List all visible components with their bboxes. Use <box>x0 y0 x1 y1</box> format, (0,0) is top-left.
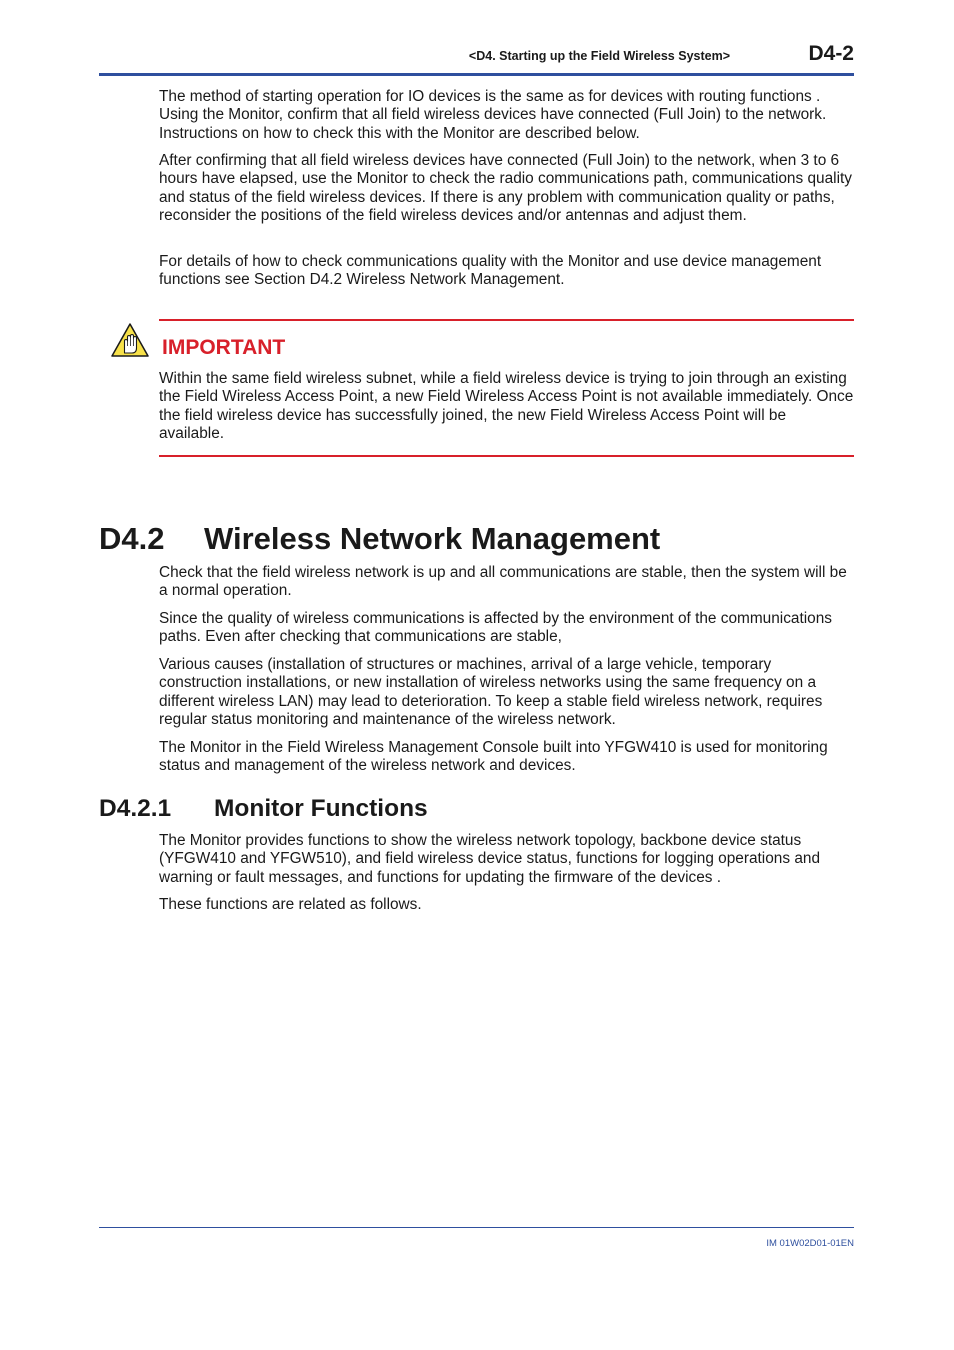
section-paragraph-1: Check that the field wireless network is up and all communications are stable, then the system will be a normal operation. <box>159 564 847 600</box>
section-heading <box>99 521 660 557</box>
section-title: Wireless Network Management <box>204 521 661 556</box>
important-bottom-rule <box>159 455 854 457</box>
section-paragraph-4: The Monitor in the Field Wireless Management Console built into YFGW410 is used for monitoring status and management of the wireless network and devices. <box>159 739 828 775</box>
subsection-heading <box>99 795 428 823</box>
warning-hand-icon <box>110 322 150 358</box>
intro-paragraph-2: After confirming that all field wireless devices have connected (Full Join) to the network, when 3 to 6 hours have elapsed, use the Monitor to check the radio communications path, communications quality and status of the field wireless devices. If there is any problem with communication quality or paths, reconsider the positions of the field wireless devices and/or antennas and adjust them. <box>159 152 852 225</box>
header-divider <box>99 73 854 76</box>
section-number: D4.2 <box>99 521 165 556</box>
important-text: Within the same field wireless subnet, while a field wireless device is trying to join through an existing the Field Wireless Access Point, a new Field Wireless Access Point is not available immediately. Once the field wireless device has successfully joined, the new Field Wireless Access Point will be available. <box>159 370 854 443</box>
important-top-rule <box>159 319 854 321</box>
footer-divider <box>99 1227 854 1228</box>
subsection-number: D4.2.1 <box>99 795 172 822</box>
running-header-chapter: <D4. Starting up the Field Wireless System> <box>468 49 730 63</box>
subsection-paragraph-2: These functions are related as follows. <box>159 896 422 913</box>
subsection-paragraph-1: The Monitor provides functions to show the wireless network topology, backbone device status (YFGW410 and YFGW510), and field wireless device status, functions for logging operations and warning or fault messages, and functions for updating the firmware of the devices . <box>159 832 821 886</box>
important-title: IMPORTANT <box>162 336 286 359</box>
page-number: D4-2 <box>808 42 854 65</box>
section-paragraph-2: Since the quality of wireless communications is affected by the environment of the communications paths. Even after checking that communications are stable, <box>159 610 832 646</box>
section-paragraph-3: Various causes (installation of structures or machines, arrival of a large vehicle, temporary construction installations, or new installation of wireless networks using the same frequency on a different wireless LAN) may lead to deterioration. To keep a stable field wireless network, requires regular status monitoring and maintenance of the wireless network. <box>159 656 823 729</box>
intro-paragraph-1: The method of starting operation for IO devices is the same as for devices with routing functions . Using the Monitor, confirm that all field wireless devices have connected (Full Join) to the network. Instructions on how to check this with the Monitor are described below. <box>159 88 827 142</box>
subsection-title: Monitor Functions <box>214 795 428 822</box>
intro-paragraph-3: For details of how to check communications quality with the Monitor and use device management functions see Section D4.2 Wireless Network Management. <box>159 253 822 289</box>
document-id: IM 01W02D01-01EN <box>766 1238 854 1249</box>
